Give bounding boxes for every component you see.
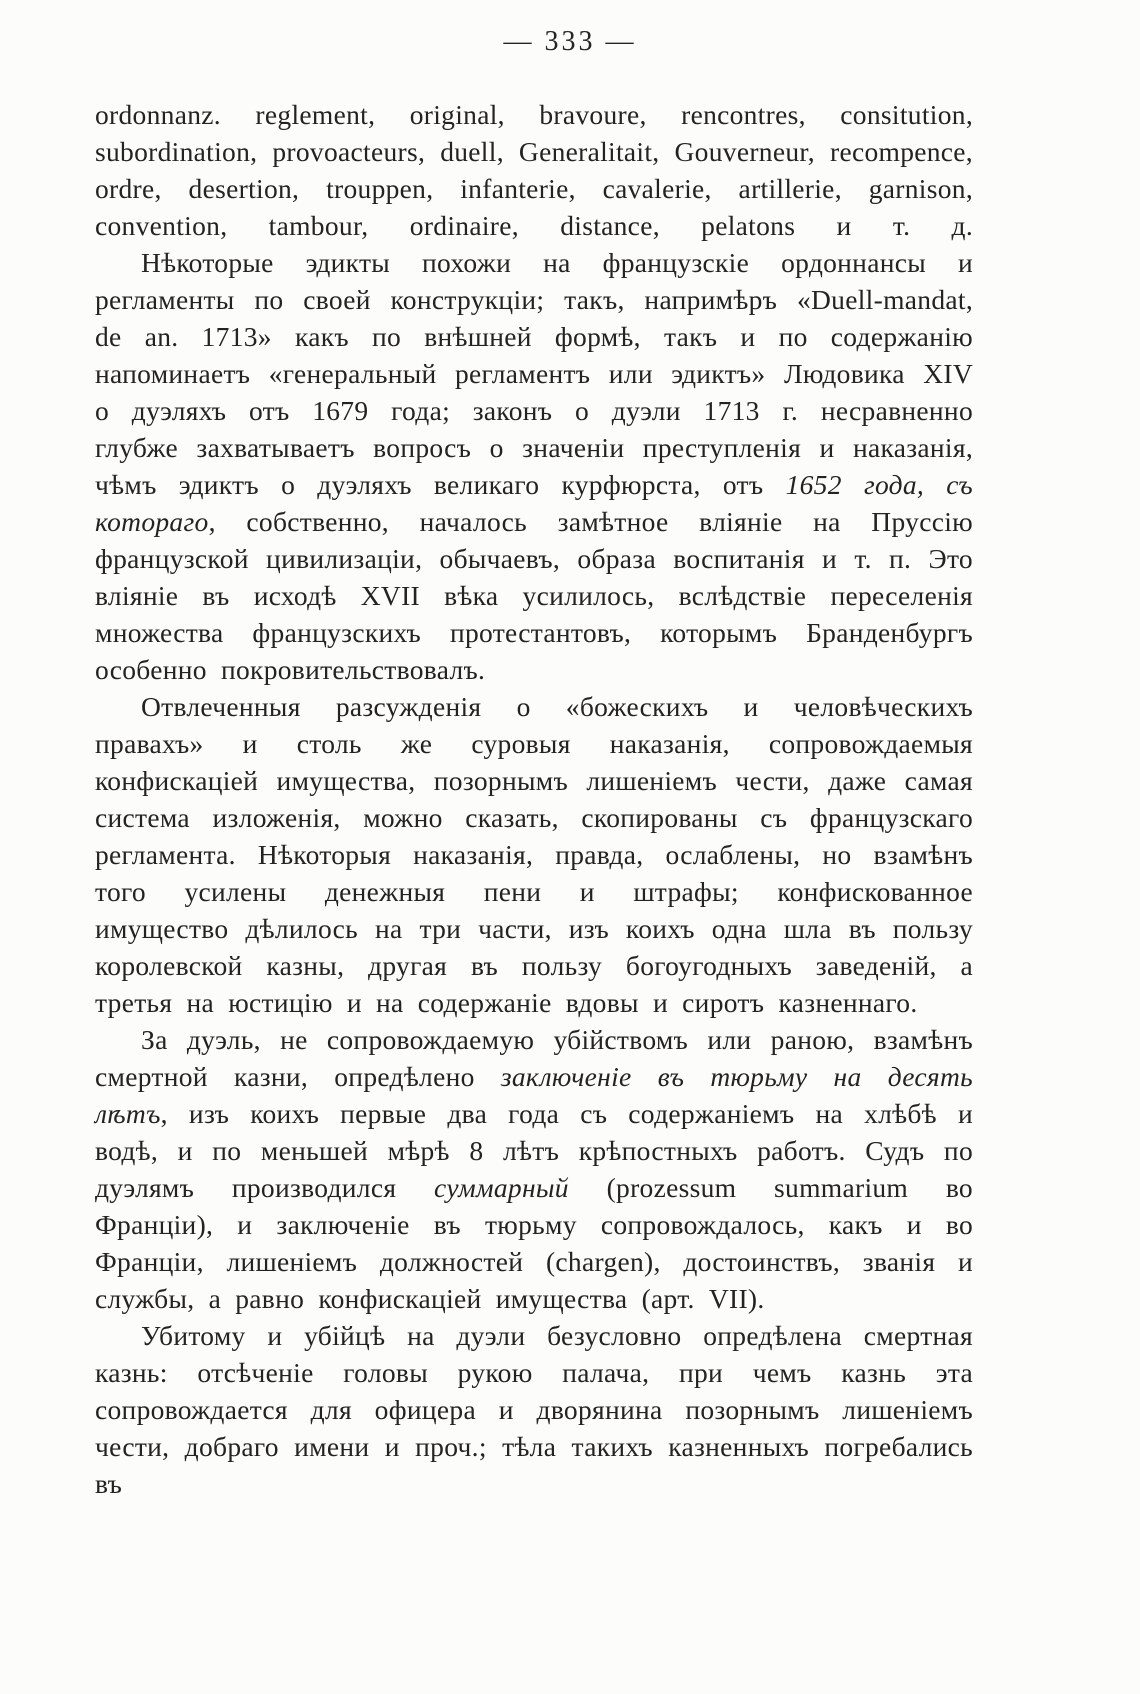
text-run: , изъ коихъ первые два года съ содержаніемъ на хлѣбѣ и водѣ, и по меньшей мѣрѣ 8 лѣтъ крѣпостныхъ работъ. Судъ по дуэлямъ производился [95,1098,973,1203]
paragraph [95,244,973,688]
text-run: Убитому и убійцѣ на дуэли безусловно опредѣлена смертная казнь: отсѣченіе головы рукою палача, при чемъ казнь эта сопровождается для офицера и дворянина позорнымъ лишеніемъ чести, добраго имени и проч.; тѣла такихъ казненныхъ погребались въ [95,1320,973,1499]
text-run-italic: заключеніе въ тюрьму на десять лѣтъ [95,1061,973,1129]
text-run: Нѣкоторые эдикты похожи на французскіе ордоннансы и регламенты по своей конструкціи; такъ, напримѣръ «Duell-mandat, de an. 1713» какъ по внѣшней формѣ, такъ и по содержанію напоминаетъ «генеральный регламентъ или эдиктъ» Людовика XIV о дуэляхъ отъ 1679 года; законъ о дуэли 1713 г. несравненно глубже захватываетъ вопросъ о значеніи преступленія и наказанія, чѣмъ эдиктъ о дуэляхъ великаго курфюрста, отъ [95,247,973,500]
paragraph [95,1317,973,1502]
text-run: ordonnanz. reglement, original, bravoure, rencontres, consitution, subordination, provoacteurs, duell, Generalitait, Gouverneur, recompence, ordre, desertion, trouppen, infanterie, cavalerie, artillerie, garnison, convention, tambour, ordinaire, distance, pelatons и т. д. [95,99,973,241]
paragraph [95,688,973,1021]
page-body [95,96,973,1502]
text-run: Отвлеченныя разсужденія о «божескихъ и человѣческихъ правахъ» и столь же суровыя наказанія, сопровождаемыя конфискаціей имущества, позорнымъ лишеніемъ чести, даже самая система изложенія, можно сказать, скопированы съ французскаго регламента. Нѣкоторыя наказанія, правда, ослаблены, но взамѣнъ того усилены денежныя пени и штрафы; конфискованное имущество дѣлилось на три части, изъ коихъ одна шла въ пользу королевской казны, другая въ пользу богоугодныхъ заведеній, а третья на юстицію и на содержаніе вдовы и сиротъ казненнаго. [95,691,973,1018]
text-run: (prozessum summarium во Франціи), и заключеніе въ тюрьму сопровождалось, какъ и во Франціи, лишеніемъ должностей (chargen), достоинствъ, званія и службы, а равно конфискаціей имущества (арт. VII). [95,1172,973,1314]
text-run-italic: суммарный [434,1172,569,1203]
text-run: , собственно, началось замѣтное вліяніе на Пруссію французской цивилизаціи, обычаевъ, образа воспитанія и т. п. Это вліяніе въ исходѣ XVII вѣка усилилось, вслѣдствіе переселенія множества французскихъ протестантовъ, которымъ Бранденбургъ особенно покровительствовалъ. [95,506,973,685]
page-number: — 333 — [503,26,637,57]
paragraph [95,1021,973,1317]
text-run-italic: 1652 года, съ котораго [95,469,974,537]
paragraph [95,96,973,244]
text-run: За дуэль, не сопровождаемую убійствомъ или раною, взамѣнъ смертной казни, опредѣлено [95,1024,973,1092]
